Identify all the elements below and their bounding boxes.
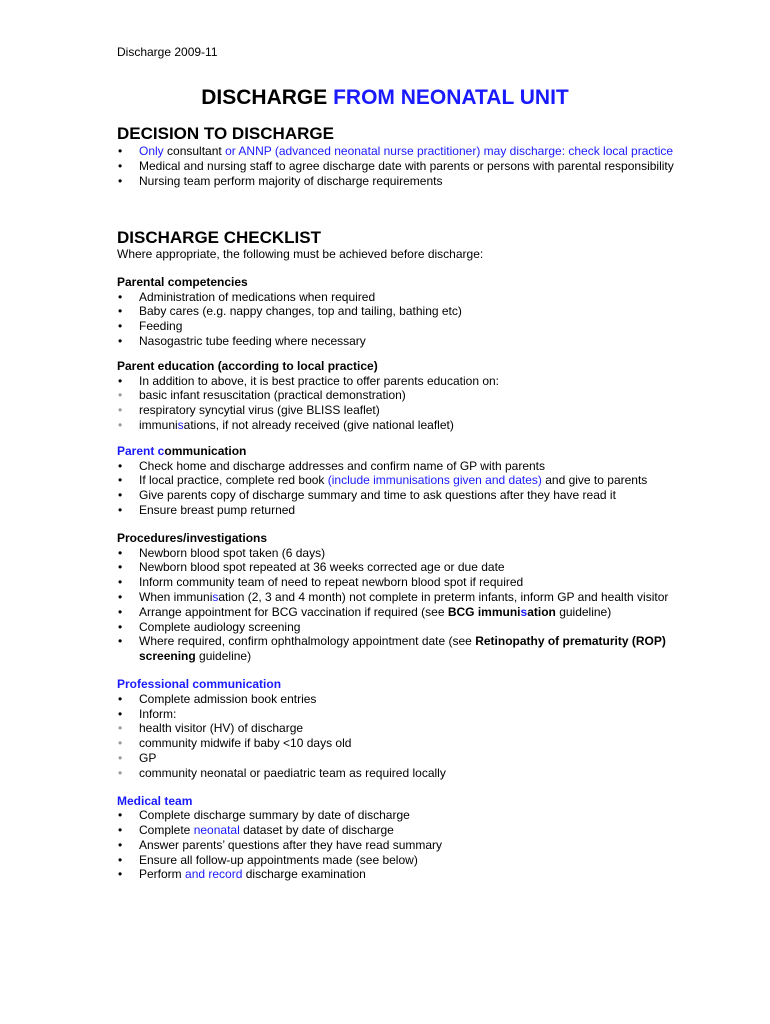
list-item	[117, 823, 677, 838]
professional-heading: Professional communication	[117, 676, 282, 691]
checklist-intro: Where appropriate, the following must be achieved before discharge:	[117, 247, 484, 261]
list-item: • Ensure all follow-up appointments made (see below)	[117, 853, 677, 868]
checklist-block	[117, 247, 677, 882]
item-text-blue: (include immunisations given and dates)	[327, 473, 542, 488]
checklist-heading: DISCHARGE CHECKLIST	[117, 228, 322, 247]
heading-text: ommunication	[164, 443, 247, 458]
item-text: If local practice, complete red book	[139, 473, 328, 488]
item-text: guideline)	[195, 649, 252, 664]
list-item: • In addition to above, it is best practice to offer parents education on:	[117, 374, 677, 389]
list-item	[117, 634, 677, 664]
list-item: • Give parents copy of discharge summary and time to ask questions after they have read it	[117, 488, 677, 503]
item-text-blue: Only	[139, 144, 164, 158]
list-item: • Complete discharge summary by date of discharge	[117, 808, 677, 823]
medical-list	[117, 808, 677, 882]
item-text: When immuni	[139, 589, 213, 604]
sub-list-item: • health visitor (HV) of discharge	[117, 721, 677, 736]
list-item: • Newborn blood spot repeated at 36 weeks corrected age or due date	[117, 560, 677, 575]
list-item	[117, 144, 677, 159]
list-item: • Answer parents’ questions after they have read summary	[117, 838, 677, 853]
item-text-blue: s	[212, 589, 219, 604]
list-item	[117, 174, 677, 189]
item-text: Complete	[139, 823, 194, 838]
item-text-blue: s	[177, 417, 184, 432]
professional-list	[117, 692, 677, 781]
education-list	[117, 374, 677, 433]
list-item	[117, 473, 677, 488]
procedures-list	[117, 546, 677, 664]
page-title	[0, 86, 770, 110]
education-heading: Parent education (according to local practice)	[117, 358, 378, 373]
parental-list	[117, 290, 677, 349]
item-text: Arrange appointment for BCG vaccination if required (see	[139, 604, 448, 619]
item-text-bold: BCG immuni	[447, 604, 521, 619]
list-item: • Administration of medications when required	[117, 290, 677, 305]
item-text: guideline)	[555, 604, 612, 619]
item-text-blue: and record	[185, 867, 243, 882]
item-text-bold: Retinopathy of prematurity (ROP) screening	[139, 634, 666, 664]
item-text-bold-blue: s	[520, 604, 528, 619]
heading-text-blue: Parent c	[117, 443, 165, 458]
decision-list	[117, 144, 677, 188]
list-item: • Complete audiology screening	[117, 620, 677, 635]
list-item: • Feeding	[117, 319, 677, 334]
list-item: • Complete admission book entries	[117, 692, 677, 707]
list-item	[117, 605, 677, 620]
item-text-blue: neonatal	[193, 823, 240, 838]
list-item: • Inform community team of need to repeat newborn blood spot if required	[117, 575, 677, 590]
title-part-black: DISCHARGE	[201, 86, 328, 109]
item-text: dataset by date of discharge	[239, 823, 394, 838]
sub-list-item: • respiratory syncytial virus (give BLISS leaflet)	[117, 403, 677, 418]
communication-list	[117, 459, 677, 518]
title-part-blue: FROM NEONATAL UNIT	[333, 86, 569, 109]
procedures-heading: Procedures/investigations	[117, 530, 268, 545]
item-text: ations, if not already received (give national leaflet)	[183, 417, 454, 432]
list-item: • Baby cares (e.g. nappy changes, top and tailing, bathing etc)	[117, 304, 677, 319]
decision-list-block	[117, 144, 677, 188]
parental-heading: Parental competencies	[117, 274, 248, 289]
list-item	[117, 159, 677, 174]
list-item	[117, 867, 677, 882]
list-item: • Newborn blood spot taken (6 days)	[117, 546, 677, 561]
list-item: • Nasogastric tube feeding where necessary	[117, 334, 677, 349]
item-text: and give to parents	[541, 473, 648, 488]
item-text: ation (2, 3 and 4 month) not complete in preterm infants, inform GP and health visitor	[218, 589, 669, 604]
list-item: • Ensure breast pump returned	[117, 503, 677, 518]
sub-list-item: • GP	[117, 751, 677, 766]
sub-list-item: • community neonatal or paediatric team as required locally	[117, 766, 677, 781]
item-text-blue: or ANNP (advanced neonatal nurse practitioner) may discharge: check local practice	[225, 144, 674, 158]
list-item	[117, 590, 677, 605]
item-text: immuni	[139, 417, 178, 432]
item-text: Where required, confirm ophthalmology appointment date (see	[139, 634, 476, 649]
sub-list-item: • basic infant resuscitation (practical demonstration)	[117, 388, 677, 403]
item-text: Medical and nursing staff to agree discharge date with parents or persons with parental responsibility	[139, 158, 674, 173]
item-text: discharge examination	[242, 867, 366, 882]
decision-heading: DECISION TO DISCHARGE	[117, 124, 334, 143]
item-text: Perform	[139, 867, 186, 882]
medical-heading: Medical team	[117, 793, 193, 808]
sub-list-item: • community midwife if baby <10 days old	[117, 736, 677, 751]
item-text: Nursing team perform majority of discharge requirements	[139, 173, 443, 188]
item-text: consultant	[163, 144, 226, 158]
running-header: Discharge 2009-11	[117, 45, 218, 59]
communication-heading	[117, 444, 677, 459]
list-item: • Check home and discharge addresses and confirm name of GP with parents	[117, 459, 677, 474]
list-item: • Inform:	[117, 707, 677, 722]
item-text-bold: ation	[527, 604, 556, 619]
sub-list-item	[117, 418, 677, 433]
